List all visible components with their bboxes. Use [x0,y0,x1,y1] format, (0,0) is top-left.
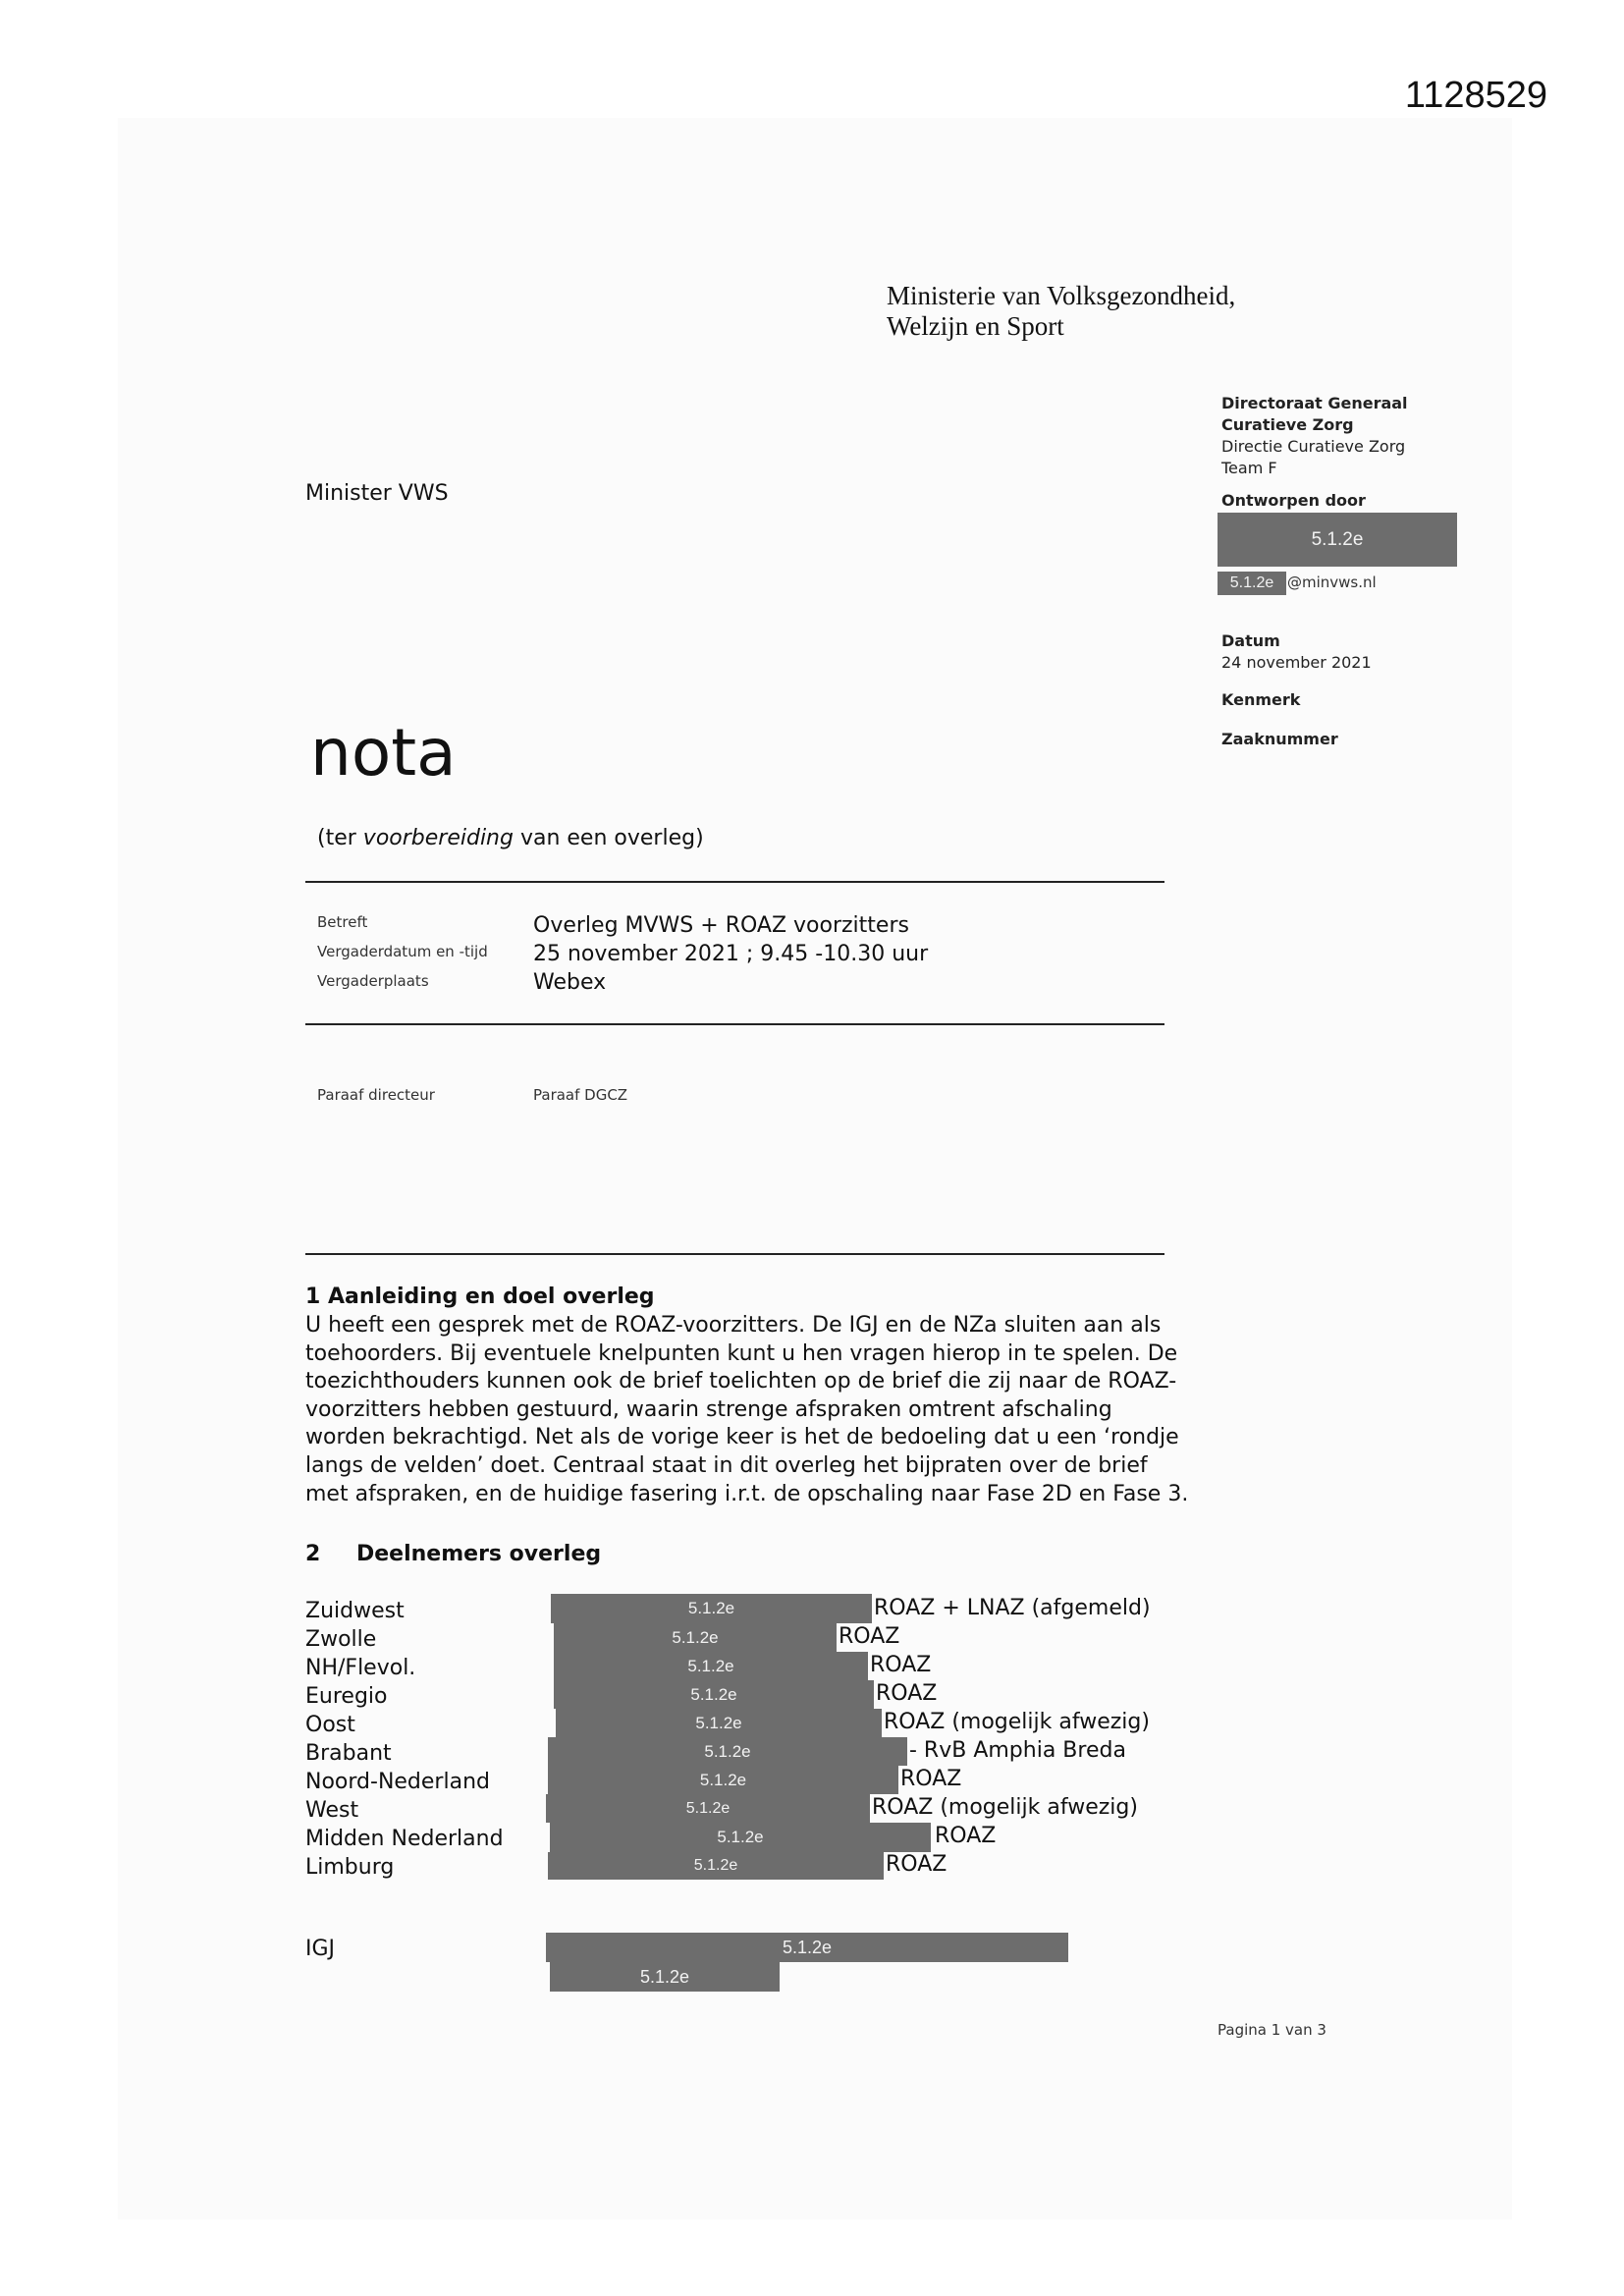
redaction-participant: 5.1.2e [554,1623,837,1652]
datum-label: Datum [1221,631,1280,650]
sidebar-directie: Directie Curatieve Zorg [1221,437,1406,456]
doc-subtitle: (ter voorbereiding van een overleg) [317,826,704,850]
participant-role: - RvB Amphia Breda [909,1738,1126,1763]
vergaderplaats-label: Vergaderplaats [317,972,429,990]
participant-role: ROAZ (mogelijk afwezig) [872,1795,1138,1820]
participant-role: ROAZ [935,1824,997,1848]
igj-label: IGJ [305,1937,336,1961]
divider [305,1253,1164,1255]
addressee: Minister VWS [305,481,449,506]
page-number: Pagina 1 van 3 [1218,2021,1326,2039]
participant-region: Noord-Nederland [305,1770,490,1794]
redaction-participant: 5.1.2e [550,1823,931,1852]
redaction-designer: 5.1.2e [1218,513,1457,567]
section2-heading: Deelnemers overleg [356,1542,602,1566]
datum-value: 24 november 2021 [1221,653,1372,672]
zaaknummer-label: Zaaknummer [1221,730,1338,748]
sidebar-org-line1: Directoraat Generaal [1221,394,1408,412]
participant-role: ROAZ [900,1767,962,1791]
redaction-igj: 5.1.2e [550,1962,780,1992]
vergaderdatum-label: Vergaderdatum en -tijd [317,943,488,960]
participant-region: West [305,1798,359,1823]
ministry-name-line1: Ministerie van Volksgezondheid, [887,281,1236,310]
betreft-value: Overleg MVWS + ROAZ voorzitters [533,913,909,938]
participant-region: NH/Flevol. [305,1656,416,1680]
participant-region: Limburg [305,1855,395,1880]
sidebar-org-line2: Curatieve Zorg [1221,415,1354,434]
participant-role: ROAZ [839,1624,900,1649]
participant-role: ROAZ (mogelijk afwezig) [884,1710,1150,1734]
participant-region: Euregio [305,1684,388,1709]
participant-role: ROAZ [876,1681,938,1706]
paraaf-dgcz: Paraaf DGCZ [533,1086,628,1104]
paraaf-directeur: Paraaf directeur [317,1086,435,1104]
ministry-name [887,281,1235,342]
participant-region: Oost [305,1713,355,1737]
sidebar-email-suffix: @minvws.nl [1287,574,1377,591]
sidebar-org [1221,393,1408,479]
participant-regions [305,1597,504,1882]
redaction-participant: 5.1.2e [554,1680,874,1709]
section2-number: 2 [305,1542,321,1566]
ministry-name-line2: Welzijn en Sport [887,311,1064,341]
participant-role: ROAZ + LNAZ (afgemeld) [874,1596,1151,1620]
participant-region: Zuidwest [305,1599,405,1623]
participant-role: ROAZ [886,1852,947,1877]
doc-title: nota [310,715,457,791]
vergaderdatum-value: 25 november 2021 ; 9.45 -10.30 uur [533,942,929,966]
redaction-igj: 5.1.2e [546,1933,1068,1962]
redaction-participant: 5.1.2e [548,1766,898,1794]
redaction-participant: 5.1.2e [556,1709,882,1737]
kenmerk-label: Kenmerk [1221,690,1301,709]
participant-region: Brabant [305,1741,392,1766]
divider [305,881,1164,883]
betreft-label: Betreft [317,913,368,931]
redaction-participant: 5.1.2e [554,1652,868,1680]
vergaderplaats-value: Webex [533,970,607,995]
redaction-participant: 5.1.2e [548,1737,907,1766]
doc-subtitle-emphasis: voorbereiding [362,826,514,850]
participant-role: ROAZ [870,1653,932,1677]
designed-by-label: Ontworpen door [1221,491,1366,510]
section1-body: U heeft een gesprek met de ROAZ-voorzitters. De IGJ en de NZa sluiten aan als toehoorders. Bij eventuele knelpunten kunt u hen vragen hierop in te spelen. De toezichthouders kunnen ook de brief toelichten op de brief die zij naar de ROAZ-voorzitters hebben gestuurd, waarin strenge afspraken omtrent afschaling worden bekrachtigd. Net als de vorige keer is het de bedoeling dat u een ‘rondje langs de velden’ doet. Centraal staat in dit overleg het bijpraten over de brief met afspraken, en de huidige fasering i.r.t. de opschaling naar Fase 2D en Fase 3. [305,1313,1189,1506]
redaction-participant: 5.1.2e [551,1594,872,1623]
divider [305,1023,1164,1025]
participant-region: Midden Nederland [305,1827,504,1851]
redaction-participant: 5.1.2e [546,1794,870,1823]
sidebar-team: Team F [1221,459,1277,477]
redaction-email: 5.1.2e [1218,572,1286,595]
document-number: 1128529 [1404,75,1547,116]
section1-heading: 1 Aanleiding en doel overleg [305,1285,655,1309]
redaction-participant: 5.1.2e [548,1852,884,1880]
participant-region: Zwolle [305,1627,377,1652]
